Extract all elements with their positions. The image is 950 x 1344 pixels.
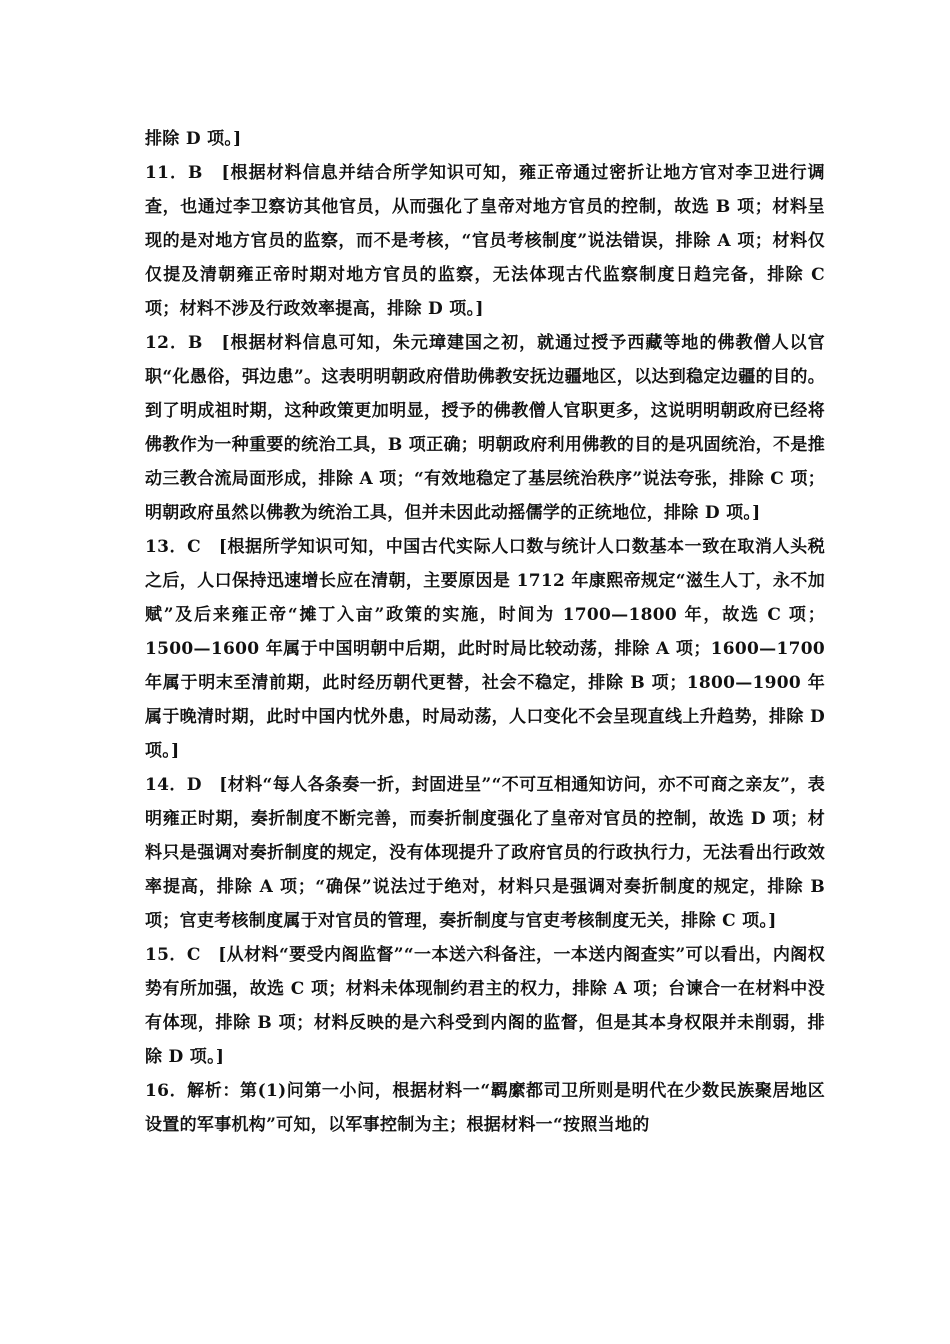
answer-paragraph-12: 12．B [根据材料信息可知，朱元璋建国之初，就通过授予西藏等地的佛教僧人以官职“化愚俗，弭边患”。这表明明朝政府借助佛教安抚边疆地区，以达到稳定边疆的目的。到了明成祖时期，这种政策更加明显，授予的佛教僧人官职更多，这说明明朝政府已经将佛教作为一种重要的统治工具，B 项正确；明朝政府利用佛教的目的是巩固统治，不是推动三教合流局面形成，排除 A 项；“有效地稳定了基层统治秩序”说法夸张，排除 C 项；明朝政府虽然以佛教为统治工具，但并未因此动摇儒学的正统地位，排除 D 项。] (145, 333, 825, 523)
answer-paragraph-16: 16．解析：第(1)问第一小问，根据材料一“羁縻都司卫所则是明代在少数民族聚居地区设置的军事机构”可知，以军事控制为主；根据材料一“按照当地的 (145, 1081, 825, 1135)
answer-text-body (145, 122, 825, 1142)
answer-paragraph-13: 13．C [根据所学知识可知，中国古代实际人口数与统计人口数基本一致在取消人头税之后，人口保持迅速增长应在清朝，主要原因是 1712 年康熙帝规定“滋生人丁，永不加赋”及后来雍正帝“摊丁入亩”政策的实施，时间为 1700—1800 年，故选 C 项；1500—1600 年属于中国明朝中后期，此时时局比较动荡，排除 A 项；1600—1700 年属于明末至清前期，此时经历朝代更替，社会不稳定，排除 B 项；1800—1900 年属于晚清时期，此时中国内忧外患，时局动荡，人口变化不会呈现直线上升趋势，排除 D 项。] (145, 537, 825, 761)
answer-paragraph-14: 14．D [材料“每人各条奏一折，封固进呈”“不可互相通知访问，亦不可商之亲友”，表明雍正时期，奏折制度不断完善，而奏折制度强化了皇帝对官员的控制，故选 D 项；材料只是强调对奏折制度的规定，没有体现提升了政府官员的行政执行力，无法看出行政效率提高，排除 A 项；“确保”说法过于绝对，材料只是强调对奏折制度的规定，排除 B 项；官吏考核制度属于对官员的管理，奏折制度与官吏考核制度无关，排除 C 项。] (145, 775, 825, 931)
answer-paragraph-11: 11．B [根据材料信息并结合所学知识可知，雍正帝通过密折让地方官对李卫进行调查，也通过李卫察访其他官员，从而强化了皇帝对地方官员的控制，故选 B 项；材料呈现的是对地方官员的监察，而不是考核，“官员考核制度”说法错误，排除 A 项；材料仅仅提及清朝雍正帝时期对地方官员的监察，无法体现古代监察制度日趋完备，排除 C 项；材料不涉及行政效率提高，排除 D 项。] (145, 163, 825, 319)
answer-paragraph-10-tail: 排除 D 项。] (145, 129, 242, 149)
answer-paragraph-15: 15．C [从材料“要受内阁监督”“一本送六科备注，一本送内阁查实”可以看出，内阁权势有所加强，故选 C 项；材料未体现制约君主的权力，排除 A 项；台谏合一在材料中没有体现，排除 B 项；材料反映的是六科受到内阁的监督，但是其本身权限并未削弱，排除 D 项。] (145, 945, 825, 1067)
